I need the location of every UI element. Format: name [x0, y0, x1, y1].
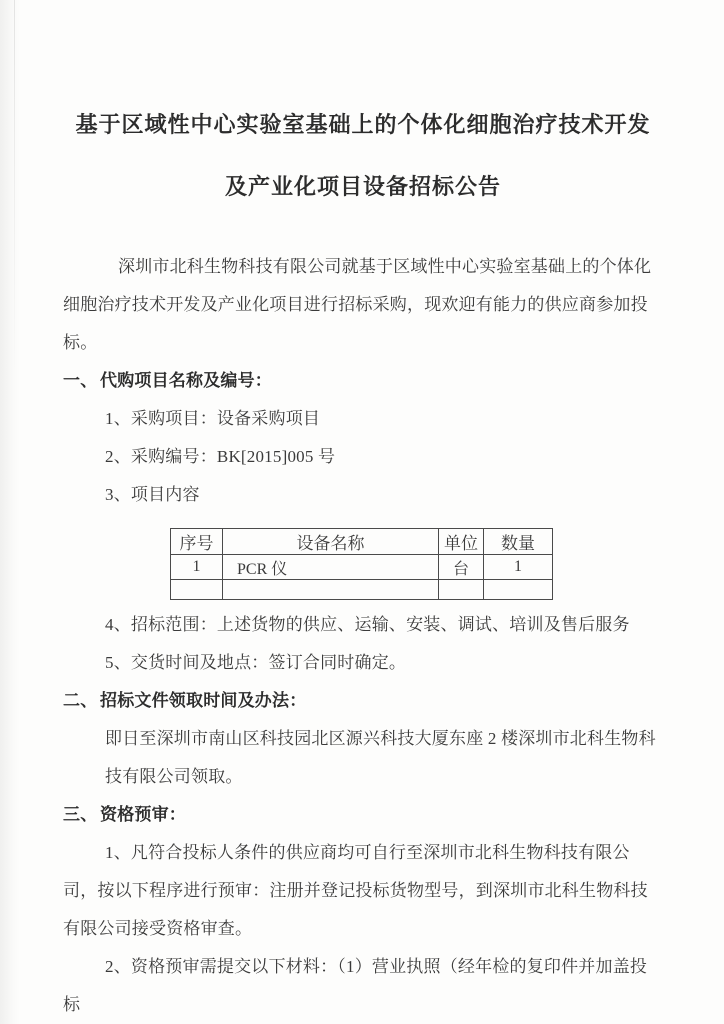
- table-header-index: 序号: [171, 529, 223, 555]
- section3-heading: [63, 796, 663, 834]
- section1-heading: [63, 362, 663, 400]
- document-title-line1: 基于区域性中心实验室基础上的个体化细胞治疗技术开发: [75, 112, 651, 137]
- section1-item1: 1、采购项目：设备采购项目: [105, 409, 321, 428]
- section1-item4: 4、招标范围：上述货物的供应、运输、安装、调试、培训及售后服务: [105, 615, 630, 634]
- section2-number: 二、: [63, 691, 98, 710]
- section1-item2: 2、采购编号：BK[2015]005 号: [105, 447, 336, 466]
- table-header-equipment-name: 设备名称: [223, 529, 439, 555]
- section2-heading-text: 招标文件领取时间及办法：: [100, 691, 307, 710]
- section3-para1: 1、凡符合投标人条件的供应商均可自行至深圳市北科生物科技有限公司，按以下程序进行预审：注册并登记投标货物型号，到深圳市北科生物科技有限公司接受资格审查。: [63, 843, 648, 938]
- table-header-unit: 单位: [439, 529, 484, 555]
- section3-heading-text: 资格预审：: [100, 805, 186, 824]
- table-cell-index: 1: [171, 555, 223, 580]
- table-cell-quantity: [484, 580, 553, 600]
- table-header-row: [171, 529, 553, 555]
- table-cell-index: [171, 580, 223, 600]
- intro-paragraph: 深圳市北科生物科技有限公司就基于区域性中心实验室基础上的个体化细胞治疗技术开发及产业化项目进行招标采购，现欢迎有能力的供应商参加投标。: [63, 257, 652, 352]
- section1-number: 一、: [63, 371, 98, 390]
- section1-item5: 5、交货时间及地点：签订合同时确定。: [105, 653, 407, 672]
- document-title-line2: 及产业化项目设备招标公告: [224, 174, 501, 199]
- table-row-empty: [171, 580, 553, 600]
- table-row: [171, 555, 553, 580]
- table-header-quantity: 数量: [484, 529, 553, 555]
- document-content: [0, 110, 724, 1024]
- section2-heading: [63, 682, 663, 720]
- section3-number: 三、: [63, 805, 98, 824]
- section1-item3: 3、项目内容: [105, 485, 200, 504]
- table-cell-unit: 台: [439, 555, 484, 580]
- equipment-table: [170, 528, 553, 600]
- section3-para2: 2、资格预审需提交以下材料：（1）营业执照（经年检的复印件并加盖投标: [63, 957, 648, 1014]
- table-cell-unit: [439, 580, 484, 600]
- section2-body: 即日至深圳市南山区科技园北区源兴科技大厦东座 2 楼深圳市北科生物科技有限公司领取。: [105, 729, 656, 786]
- table-cell-quantity: 1: [484, 555, 553, 580]
- table-cell-equipment-name: [223, 580, 439, 600]
- table-cell-equipment-name: PCR 仪: [223, 555, 439, 580]
- section1-heading-text: 代购项目名称及编号：: [100, 371, 272, 390]
